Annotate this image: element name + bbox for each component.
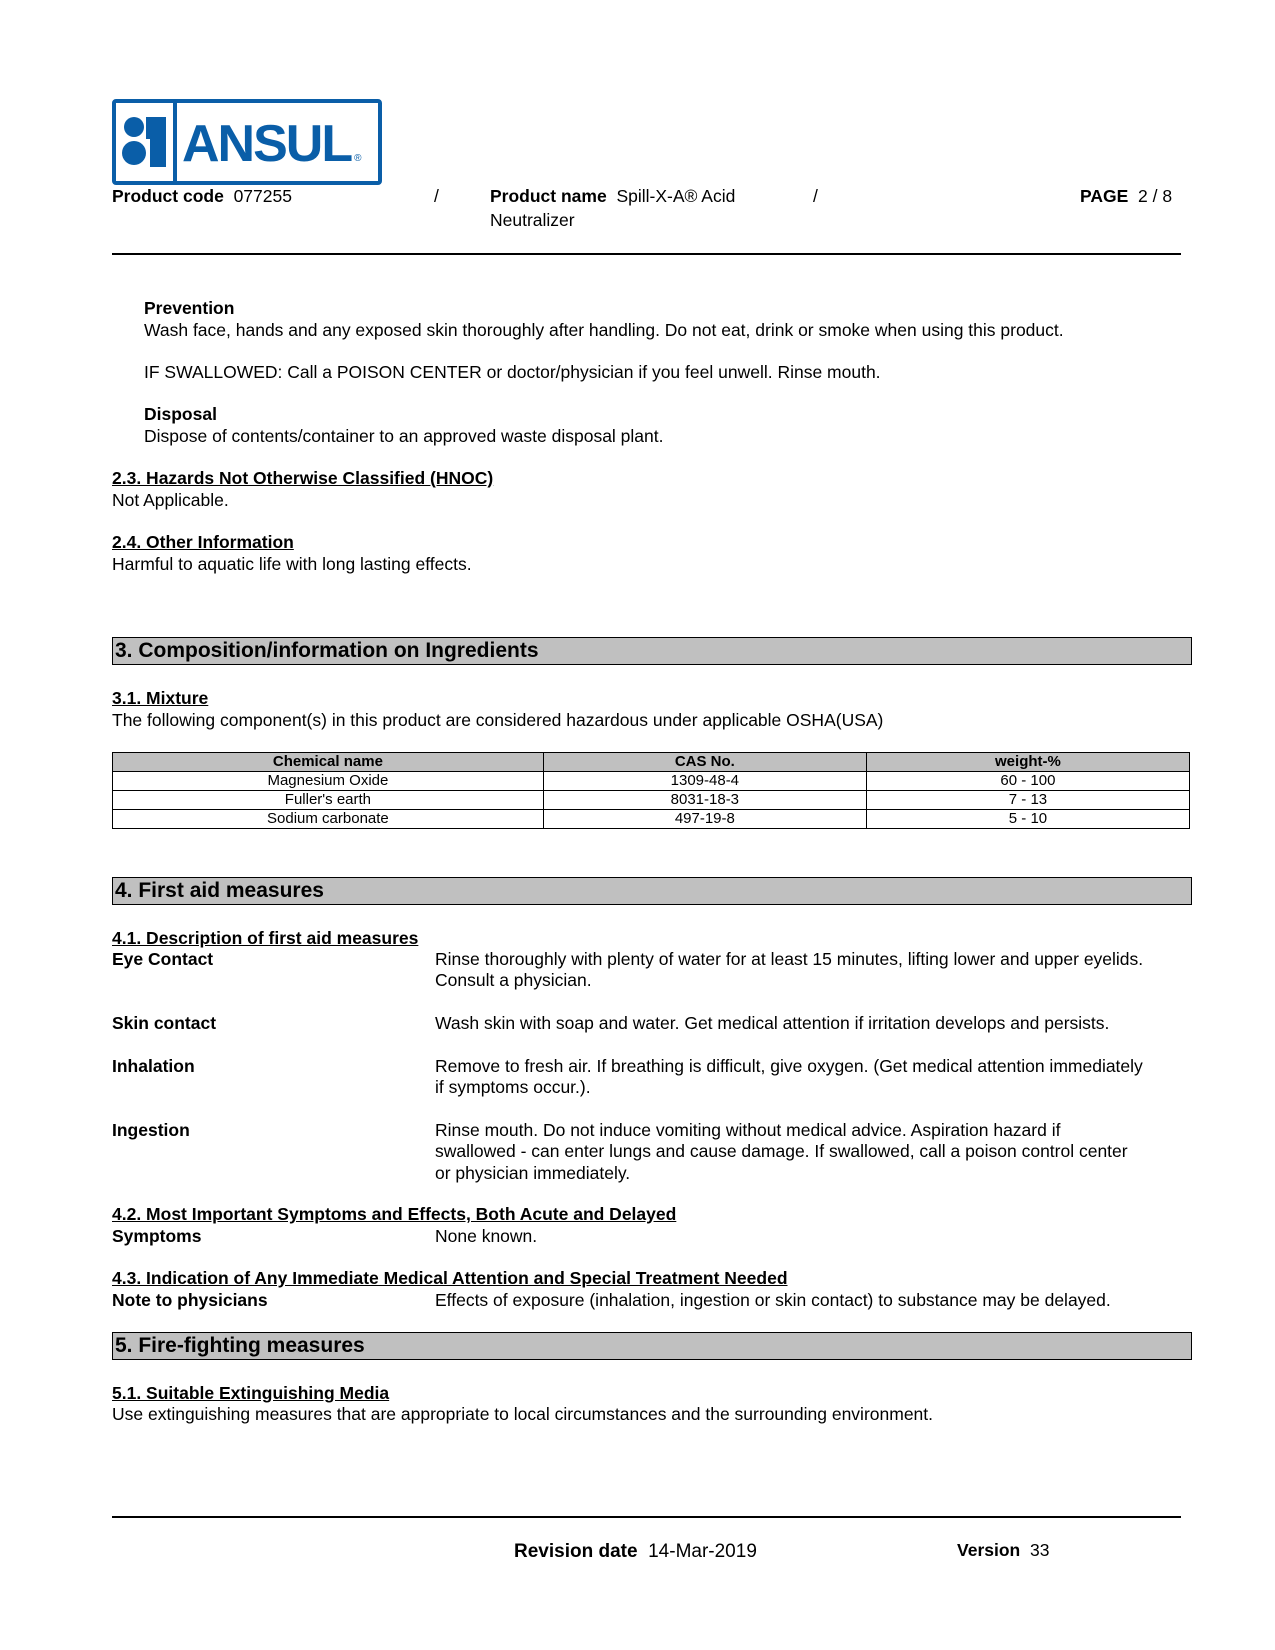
registered-mark-icon: ®: [354, 153, 362, 164]
table-header-row: [113, 753, 1190, 772]
inhalation-text: Remove to fresh air. If breathing is difficult, give oxygen. (Get medical attention immediately: [435, 1056, 1143, 1076]
skin-text: Wash skin with soap and water. Get medical attention if irritation develops and persists.: [435, 1013, 1110, 1033]
section-3-1-heading: 3.1. Mixture: [112, 688, 209, 708]
ingestion-text-cont: swallowed - can enter lungs and cause damage. If swallowed, call a poison control center: [435, 1141, 1128, 1161]
section-4-1-heading: 4.1. Description of first aid measures: [112, 928, 419, 948]
eye-label: Eye Contact: [112, 949, 214, 969]
page-number: PAGE 2 / 8: [1080, 186, 1173, 206]
section-4-2-heading: 4.2. Most Important Symptoms and Effects, Both Acute and Delayed: [112, 1204, 677, 1224]
column-header: Chemical name: [113, 753, 544, 772]
section-2-4-heading: 2.4. Other Information: [112, 532, 294, 552]
product-name-cont: Neutralizer: [490, 210, 575, 230]
section-4-header: 4. First aid measures: [112, 877, 1192, 905]
swallowed-text: IF SWALLOWED: Call a POISON CENTER or doctor/physician if you feel unwell. Rinse mouth.: [144, 362, 881, 382]
table-row: [113, 810, 1190, 829]
cell: 5 - 10: [866, 810, 1189, 829]
cell: 8031-18-3: [543, 791, 866, 810]
disposal-title: Disposal: [144, 404, 217, 424]
cell: 7 - 13: [866, 791, 1189, 810]
cell: Fuller's earth: [113, 791, 544, 810]
separator: /: [813, 186, 818, 206]
column-header: weight-%: [866, 753, 1189, 772]
logo-text: ANSUL: [182, 115, 352, 173]
mixture-text: The following component(s) in this product are considered hazardous under applicable OSHA(USA): [112, 710, 884, 730]
separator: /: [434, 186, 439, 206]
prevention-text: Wash face, hands and any exposed skin thoroughly after handling. Do not eat, drink or smoke when using this product.: [144, 320, 1064, 340]
ingestion-label: Ingestion: [112, 1120, 190, 1140]
symptoms-text: None known.: [435, 1226, 538, 1246]
header-divider: [112, 253, 1181, 255]
other-info-text: Harmful to aquatic life with long lasting effects.: [112, 554, 472, 574]
section-5-header: 5. Fire-fighting measures: [112, 1332, 1192, 1360]
footer-divider: [112, 1516, 1181, 1518]
skin-label: Skin contact: [112, 1013, 217, 1033]
section-3-header: 3. Composition/information on Ingredients: [112, 637, 1192, 665]
cell: Magnesium Oxide: [113, 772, 544, 791]
inhalation-label: Inhalation: [112, 1056, 195, 1076]
disposal-text: Dispose of contents/container to an approved waste disposal plant.: [144, 426, 664, 446]
table-row: [113, 791, 1190, 810]
product-name: Product name Spill-X-A® Acid: [490, 186, 736, 206]
note-text: Effects of exposure (inhalation, ingestion or skin contact) to substance may be delayed.: [435, 1290, 1111, 1310]
product-code: Product code 077255: [112, 186, 292, 206]
extinguishing-text: Use extinguishing measures that are appropriate to local circumstances and the surrounding environment.: [112, 1404, 934, 1424]
cell: Sodium carbonate: [113, 810, 544, 829]
note-label: Note to physicians: [112, 1290, 268, 1310]
ingestion-text: Rinse mouth. Do not induce vomiting without medical advice. Aspiration hazard if: [435, 1120, 1061, 1140]
ansul-mark-icon: [122, 115, 168, 167]
ingredients-table: [112, 752, 1190, 829]
eye-text: Rinse thoroughly with plenty of water for at least 15 minutes, lifting lower and upper eyelids.: [435, 949, 1144, 969]
column-header: CAS No.: [543, 753, 866, 772]
section-5-1-heading: 5.1. Suitable Extinguishing Media: [112, 1383, 390, 1403]
hnoc-text: Not Applicable.: [112, 490, 229, 510]
table-row: [113, 772, 1190, 791]
prevention-title: Prevention: [144, 298, 235, 318]
cell: 497-19-8: [543, 810, 866, 829]
revision-date: Revision date 14-Mar-2019: [514, 1541, 757, 1562]
cell: 60 - 100: [866, 772, 1189, 791]
cell: 1309-48-4: [543, 772, 866, 791]
inhalation-text-cont: if symptoms occur.).: [435, 1077, 591, 1097]
ansul-logo: [112, 99, 382, 185]
eye-text-cont: Consult a physician.: [435, 970, 592, 990]
section-4-3-heading: 4.3. Indication of Any Immediate Medical Attention and Special Treatment Needed: [112, 1268, 788, 1288]
ingestion-text-cont: or physician immediately.: [435, 1163, 631, 1183]
symptoms-label: Symptoms: [112, 1226, 202, 1246]
section-2-3-heading: 2.3. Hazards Not Otherwise Classified (HNOC): [112, 468, 494, 488]
version: Version 33: [957, 1540, 1050, 1560]
